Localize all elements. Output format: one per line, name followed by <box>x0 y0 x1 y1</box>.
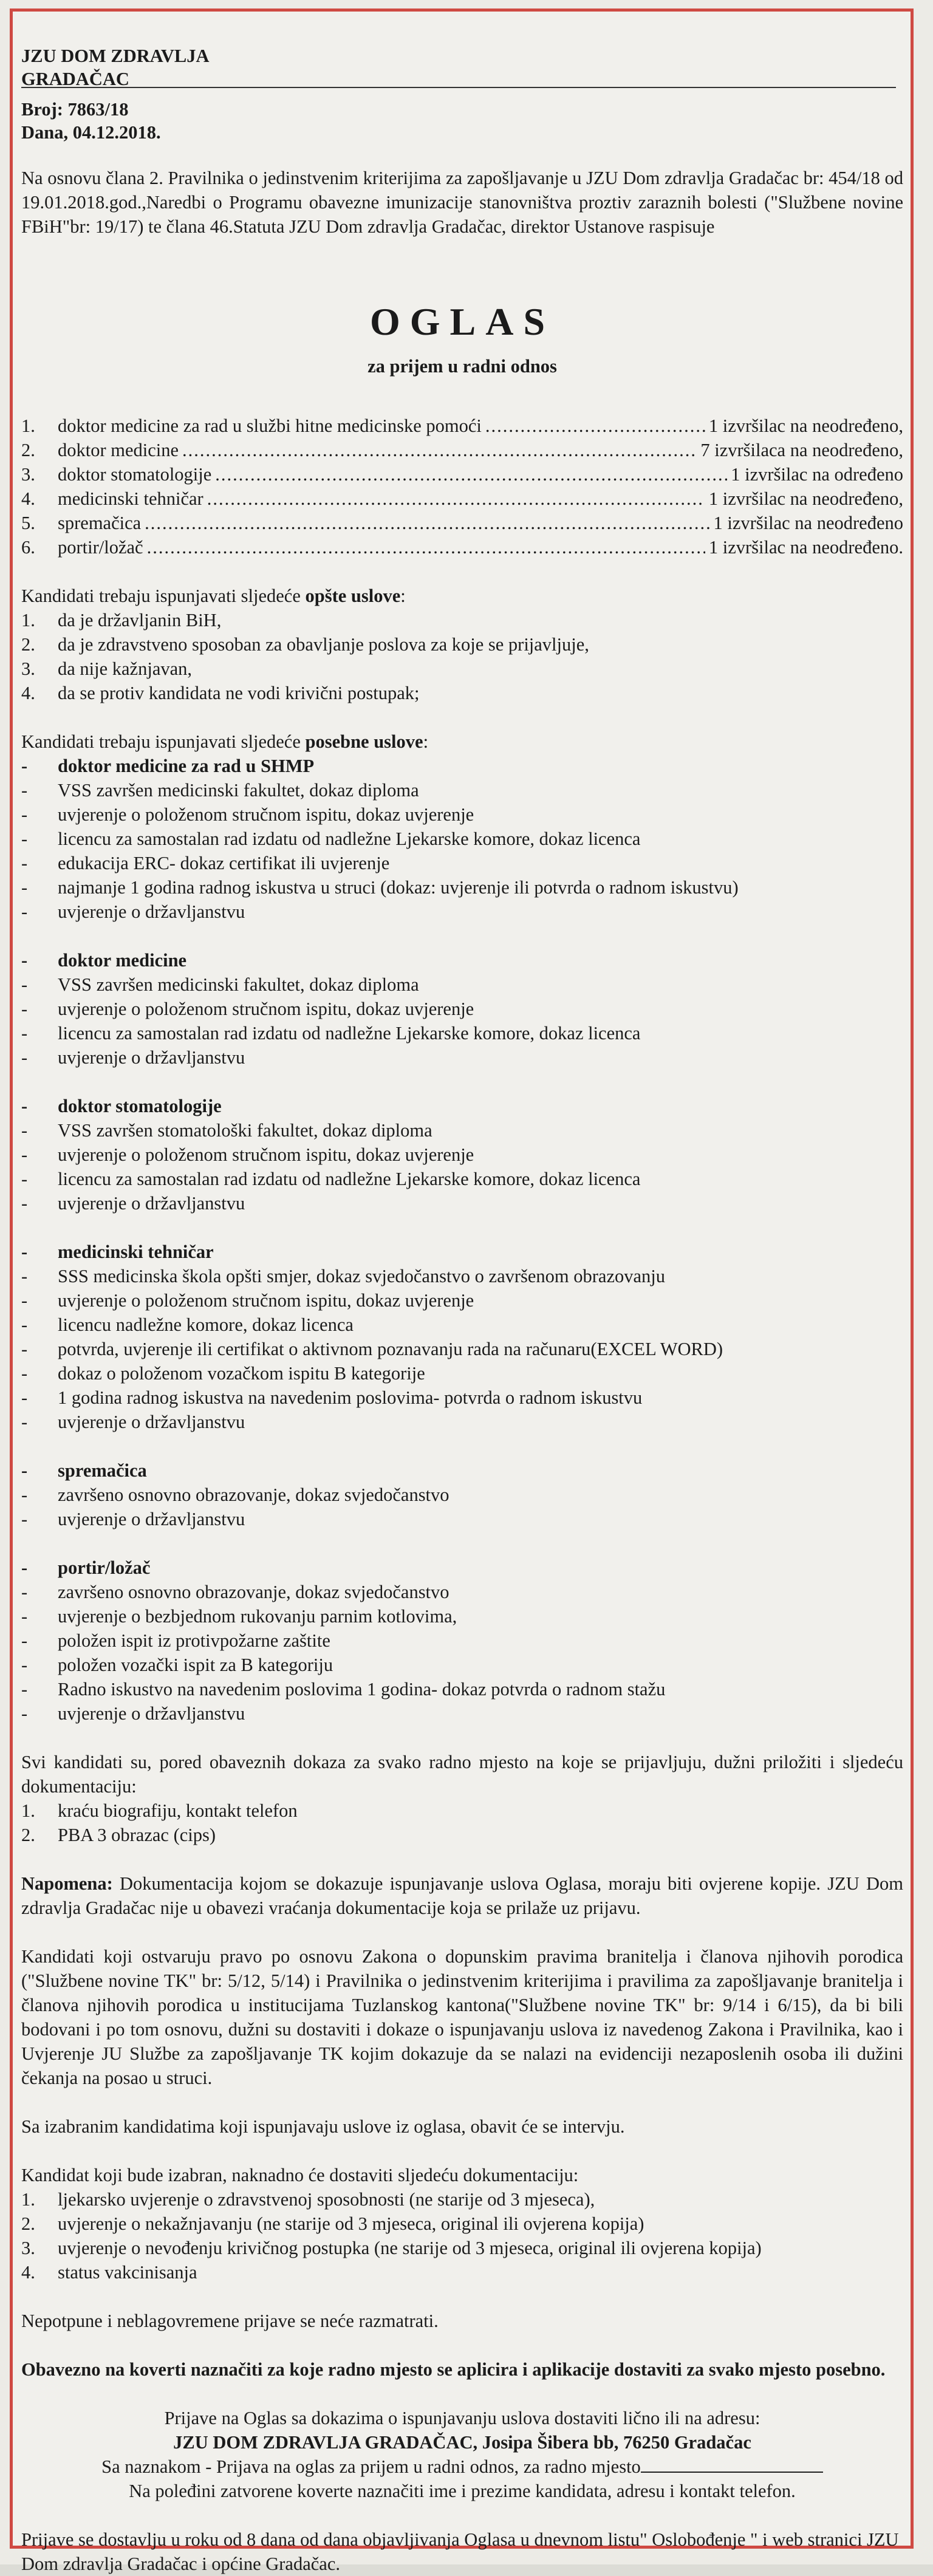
general-conditions <box>21 584 903 705</box>
condition-item: - položen ispit iz protivpožarne zaštite <box>21 1630 330 1651</box>
condition-item: - licencu za samostalan rad izdatu od nadležne Ljekarske komore, dokaz licenca <box>21 1169 641 1189</box>
leader-dots <box>207 487 705 511</box>
item-number: 2. <box>21 634 35 655</box>
condition-item: - Radno iskustvo na navedenim poslovima 1 godina- dokaz potvrda o radnom stažu <box>21 1679 666 1700</box>
general-intro-suffix: : <box>400 586 406 606</box>
note-label: Napomena: <box>21 1873 113 1894</box>
position-number: 5. <box>21 513 35 533</box>
announcement-body <box>21 39 903 2576</box>
document-date: Dana, 04.12.2018. <box>21 122 161 143</box>
condition-item: - licencu za samostalan rad izdatu od nadležne Ljekarske komore, dokaz licenca <box>21 1023 641 1044</box>
position-row <box>21 535 903 559</box>
item-text: da se protiv kandidata ne vodi krivični postupak; <box>58 683 420 703</box>
required-documents-text: Svi kandidati su, pored obaveznih dokaza za svako radno mjesto na koje se prijavljuju, dužni priložiti i sljedeću dokumentaciju: <box>21 1752 903 1797</box>
page-subtitle: za prijem u radni odnos <box>367 356 557 377</box>
leader-dots <box>147 535 705 559</box>
position-number: 2. <box>21 440 35 460</box>
condition-item: - edukacija ERC- dokaz certifikat ili uvjerenje <box>21 853 390 873</box>
item-text: da je zdravstveno sposoban za obavljanje poslova za koje se prijavljuje, <box>58 634 589 655</box>
leader-dots <box>182 438 697 462</box>
position-count: 1 izvršilac na neodređeno. <box>708 537 903 558</box>
condition-group-title: - doktor stomatologije <box>21 1096 222 1116</box>
item-number: 3. <box>21 2238 35 2258</box>
list-item <box>21 1799 903 1823</box>
special-conditions-intro <box>21 729 903 754</box>
positions-list <box>21 414 903 559</box>
condition-item: - 1 godina radnog iskustva na navedenim poslovima- potvrda o radnom iskustvu <box>21 1387 643 1408</box>
special-intro-suffix: : <box>423 731 429 752</box>
item-number: 4. <box>21 2262 35 2283</box>
item-text: uvjerenje o nevođenju krivičnog postupka (ne starije od 3 mjeseca, original ili ovjerena kopija) <box>58 2238 762 2258</box>
position-number: 3. <box>21 464 35 485</box>
position-row <box>21 438 903 462</box>
position-count: 1 izvršilac na neodređeno, <box>708 488 903 509</box>
condition-group-title: - portir/ložač <box>21 1557 151 1578</box>
selected-documents-text: Kandidat koji bude izabran, naknadno će dostaviti sljedeću dokumentaciju: <box>21 2165 579 2185</box>
condition-item: - uvjerenje o državljanstvu <box>21 1193 245 1214</box>
position-row <box>21 487 903 511</box>
condition-item: - uvjerenje o državljanstvu <box>21 1412 245 1432</box>
institution-line-2: GRADAČAC <box>21 69 129 89</box>
position-name: doktor medicine za rad u službi hitne medicinske pomoći <box>58 415 482 436</box>
item-text: ljekarsko uvjerenje o zdravstvenoj sposobnosti (ne starije od 3 mjeseca), <box>58 2189 595 2210</box>
condition-item: - dokaz o položenom vozačkom ispitu B kategorije <box>21 1363 425 1384</box>
note-paragraph <box>21 1871 903 1920</box>
condition-item: - uvjerenje o državljanstvu <box>21 1509 245 1529</box>
special-intro-bold: posebne uslove <box>305 731 423 752</box>
list-item <box>21 657 903 681</box>
item-text: da je državljanin BiH, <box>58 610 222 630</box>
condition-item: - završeno osnovno obrazovanje, dokaz svjedočanstvo <box>21 1484 449 1505</box>
position-row <box>21 414 903 438</box>
required-documents <box>21 1750 903 1847</box>
condition-item: - uvjerenje o državljanstvu <box>21 1047 245 1068</box>
list-item <box>21 681 903 705</box>
veterans-paragraph: Kandidati koji ostvaruju pravo po osnovu Zakona o dopunskim pravima branitelja i članova njihovih porodica ("Službene novine TK" br: 5/12, 5/14) i Pravilnika o jedinstvenim kriterijima i pravilima za zapošljavanje branitelja i članova njihovih porodica u institucijama Tuzlanskog kantona("Službene novine TK" br: 9/14 i 6/15), da bi bili bodovani i po tom osnovu, dužni su dostaviti i dokaze o ispunjavanju uslova iz navedenog Zakona i Pravilnika, kao i Uvjerenje JU Službe za zapošljavanje TK kojim dokazuje da se nalazi na evidenciji nezaposlenih osoba ili dužini čekanja na posao u struci. <box>21 1946 903 2088</box>
leader-dots <box>145 511 709 535</box>
condition-item: - uvjerenje o položenom stručnom ispitu, dokaz uvjerenje <box>21 804 474 825</box>
condition-item: - uvjerenje o državljanstvu <box>21 901 245 922</box>
condition-item: - uvjerenje o položenom stručnom ispitu, dokaz uvjerenje <box>21 1144 474 1165</box>
condition-item: - VSS završen medicinski fakultet, dokaz diploma <box>21 974 419 995</box>
address-line-4: Na poleđini zatvorene koverte naznačiti ime i prezime kandidata, adresu i kontakt telefon. <box>129 2481 796 2501</box>
list-item <box>21 2236 903 2260</box>
address-block <box>21 2406 903 2503</box>
position-number: 4. <box>21 488 35 509</box>
position-name: portir/ložač <box>58 537 143 558</box>
position-row <box>21 511 903 535</box>
condition-item: - uvjerenje o položenom stručnom ispitu, dokaz uvjerenje <box>21 999 474 1019</box>
condition-item: - VSS završen medicinski fakultet, dokaz diploma <box>21 780 419 801</box>
position-name: spremačica <box>58 513 142 533</box>
item-number: 1. <box>21 1800 35 1821</box>
address-line-2: JZU DOM ZDRAVLJA GRADAČAC, Josipa Šibera bb, 76250 Gradačac <box>173 2432 751 2453</box>
address-line-3: Sa naznakom - Prijava na oglas za prijem u radni odnos, za radno mjesto <box>21 2455 903 2479</box>
list-item <box>21 2260 903 2284</box>
condition-item: - uvjerenje o državljanstvu <box>21 1703 245 1724</box>
position-row <box>21 462 903 487</box>
condition-item: - najmanje 1 godina radnog iskustva u struci (dokaz: uvjerenje ili potvrda o radnom iskustvu) <box>21 877 739 898</box>
selected-candidate-documents <box>21 2163 903 2284</box>
intro-paragraph: Na osnovu člana 2. Pravilnika o jedinstvenim kriterijima za zapošljavanje u JZU Dom zdravlja Gradačac br: 454/18 od 19.01.2018.god.,Naredbi o Programu obavezne imunizacije stanovništva proztiv zaraznih bolesti ("Službene novine FBiH"br: 19/17) te člana 46.Statuta JZU Dom zdravlja Gradačac, direktor Ustanove raspisuje <box>21 168 903 237</box>
deadline-paragraph: Prijave se dostavlju u roku od 8 dana od dana objavljivanja Oglasa u dnevnom listu" Oslobođenje " i web stranici JZU Dom zdravlja Gradačac i općine Gradačac. <box>21 2529 899 2574</box>
item-text: uvjerenje o nekažnjavanju (ne starije od 3 mjeseca, original ili ovjerena kopija) <box>58 2213 644 2234</box>
incomplete-notice: Nepotpune i neblagovremene prijave se neće razmatrati. <box>21 2311 439 2331</box>
position-name: doktor stomatologije <box>58 464 212 485</box>
condition-item: - potvrda, uvjerenje ili certifikat o aktivnom poznavanju rada na računaru(EXCEL WORD) <box>21 1339 723 1359</box>
item-number: 4. <box>21 683 35 703</box>
general-conditions-intro <box>21 584 903 608</box>
position-count: 1 izvršilac na neodređeno, <box>708 415 903 436</box>
condition-item: - položen vozački ispit za B kategoriju <box>21 1655 333 1675</box>
position-count: 1 izvršilac na određeno <box>731 464 903 485</box>
condition-group-title: - spremačica <box>21 1460 147 1481</box>
general-intro-prefix: Kandidati trebaju ispunjavati sljedeće <box>21 586 306 606</box>
note-text: Dokumentacija kojom se dokazuje ispunjavanje uslova Oglasa, moraju biti ovjerene kopije. JZU Dom zdravlja Gradačac nije u obavezi vraćanja dokumentacije koja se prilaže uz prijavu. <box>21 1873 903 1918</box>
interview-paragraph: Sa izabranim kandidatima koji ispunjavaju uslove iz oglasa, obavit će se intervju. <box>21 2116 625 2137</box>
position-number: 1. <box>21 415 35 436</box>
list-item <box>21 1823 903 1847</box>
special-conditions <box>21 729 903 1726</box>
leader-dots <box>215 462 727 487</box>
position-count: 7 izvršilaca na neodređeno, <box>700 440 903 460</box>
position-blank-line <box>641 2455 823 2473</box>
position-name: medicinski tehničar <box>58 488 203 509</box>
condition-item: - licencu nadležne komore, dokaz licenca <box>21 1314 354 1335</box>
item-text: PBA 3 obrazac (cips) <box>58 1825 216 1845</box>
item-number: 2. <box>21 1825 35 1845</box>
condition-item: - SSS medicinska škola opšti smjer, dokaz svjedočanstvo o završenom obrazovanju <box>21 1266 666 1286</box>
condition-group-title: - doktor medicine za rad u SHMP <box>21 756 315 776</box>
item-number: 3. <box>21 658 35 679</box>
list-item <box>21 2212 903 2236</box>
item-text: da nije kažnjavan, <box>58 658 193 679</box>
list-item <box>21 2187 903 2212</box>
item-number: 1. <box>21 2189 35 2210</box>
item-number: 2. <box>21 2213 35 2234</box>
list-item <box>21 632 903 657</box>
condition-item: - VSS završen stomatološki fakultet, dokaz diploma <box>21 1120 432 1141</box>
list-item <box>21 608 903 632</box>
position-name: doktor medicine <box>58 440 179 460</box>
institution-line-1: JZU DOM ZDRAVLJA <box>21 46 210 66</box>
condition-group-title: - medicinski tehničar <box>21 1242 214 1262</box>
condition-item: - licencu za samostalan rad izdatu od nadležne Ljekarske komore, dokaz licenca <box>21 828 641 849</box>
condition-item: - završeno osnovno obrazovanje, dokaz svjedočanstvo <box>21 1582 449 1602</box>
position-number: 6. <box>21 537 35 558</box>
item-text: kraću biografiju, kontakt telefon <box>58 1800 298 1821</box>
leader-dots <box>485 414 705 438</box>
announcement-frame <box>10 9 914 2574</box>
general-intro-bold: opšte uslove <box>305 586 401 606</box>
condition-group-title: - doktor medicine <box>21 950 187 971</box>
condition-item: - uvjerenje o položenom stručnom ispitu, dokaz uvjerenje <box>21 1290 474 1311</box>
document-number: Broj: 7863/18 <box>21 99 129 120</box>
item-number: 1. <box>21 610 35 630</box>
condition-item: - uvjerenje o bezbjednom rukovanju parnim kotlovima, <box>21 1606 457 1627</box>
item-text: status vakcinisanja <box>58 2262 197 2283</box>
envelope-notice: Obavezno na koverti naznačiti za koje radno mjesto se aplicira i aplikacije dostaviti za svako mjesto posebno. <box>21 2359 886 2380</box>
address-line-1: Prijave na Oglas sa dokazima o ispunjavanju uslova dostaviti lično ili na adresu: <box>164 2408 760 2428</box>
special-intro-prefix: Kandidati trebaju ispunjavati sljedeće <box>21 731 306 752</box>
page-title: OGLAS <box>369 300 555 343</box>
position-count: 1 izvršilac na neodređeno <box>713 513 903 533</box>
